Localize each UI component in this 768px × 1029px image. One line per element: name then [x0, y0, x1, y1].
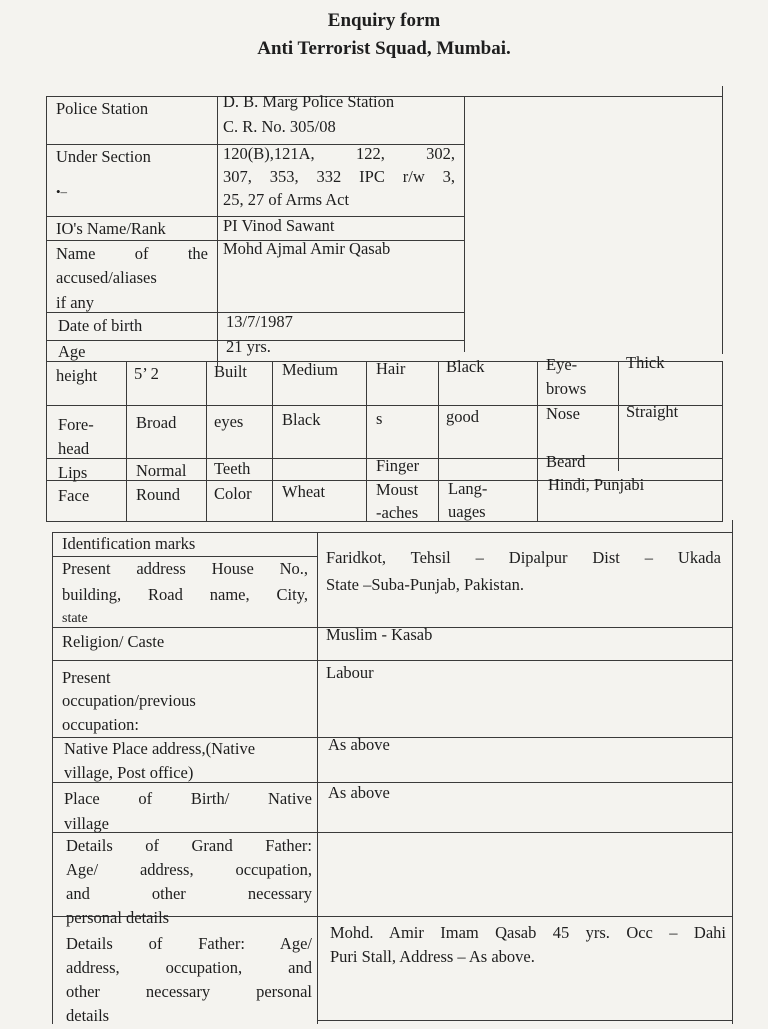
accused-name-value: Mohd Ajmal Amir Qasab — [223, 239, 391, 258]
color-label: Color — [214, 484, 252, 503]
nose-value: Straight — [626, 402, 679, 421]
age-value: 21 yrs. — [226, 337, 271, 356]
under-section-value-line1: 120(B),121A, 122, 302, — [223, 144, 455, 163]
grandfather-label-line4: personal details — [66, 908, 170, 927]
eyebrows-value: Thick — [626, 353, 665, 372]
languages-value: Hindi, Punjabi — [548, 475, 645, 494]
lips-label: Lips — [58, 463, 88, 482]
form-title: Enquiry form — [327, 10, 441, 31]
occupation-label-line3: occupation: — [62, 715, 139, 734]
forehead-label-line2: head — [58, 439, 90, 458]
present-address-label-line2: building, Road name, City, — [62, 585, 308, 604]
eyebrows-label-line2: brows — [546, 379, 587, 398]
accused-label-line3: if any — [56, 293, 95, 312]
present-address-label-line3: state — [62, 611, 88, 626]
forehead-value: Broad — [136, 413, 177, 432]
forehead-label-line1: Fore- — [58, 415, 94, 434]
religion-caste-value: Muslim - Kasab — [326, 625, 433, 644]
identification-marks-label: Identification marks — [62, 534, 196, 553]
eyes-value: Black — [282, 410, 321, 429]
grandfather-label-line3: and other necessary — [66, 884, 312, 903]
birthplace-label-line1: Place of Birth/ Native — [64, 789, 312, 808]
case-number: C. R. No. 305/08 — [223, 117, 336, 136]
hair-value: Black — [446, 357, 485, 376]
built-value: Medium — [282, 360, 338, 379]
accused-label-line1: Name of the — [56, 244, 208, 263]
present-address-value-line1: Faridkot, Tehsil – Dipalpur Dist – Ukada — [326, 548, 721, 567]
moustaches-label-line2: -aches — [376, 503, 419, 522]
occupation-label-line2: occupation/previous — [62, 691, 196, 710]
father-details-value-line1: Mohd. Amir Imam Qasab 45 yrs. Occ – Dahi — [330, 923, 726, 942]
hair-label: Hair — [376, 359, 406, 378]
languages-label-line2: uages — [448, 502, 486, 521]
io-name-value: PI Vinod Sawant — [223, 216, 335, 235]
grandfather-label-line2: Age/ address, occupation, — [66, 860, 312, 879]
police-station-value: D. B. Marg Police Station — [223, 92, 395, 111]
native-place-value: As above — [328, 735, 390, 754]
present-address-value-line2: State –Suba-Punjab, Pakistan. — [326, 575, 524, 594]
nose-label: Nose — [546, 404, 580, 423]
color-value: Wheat — [282, 482, 326, 501]
father-label-line2: address, occupation, and — [66, 958, 312, 977]
languages-label-line1: Lang- — [448, 479, 488, 498]
height-label: height — [56, 366, 98, 385]
moustaches-label-line1: Moust — [376, 480, 419, 499]
face-value: Round — [136, 485, 181, 504]
stray-ink-mark: •– — [56, 184, 68, 199]
father-label-line3: other necessary personal — [66, 982, 312, 1001]
s-value: good — [446, 407, 479, 426]
lips-value: Normal — [136, 461, 187, 480]
father-label-line4: details — [66, 1006, 110, 1025]
eyebrows-label-line1: Eye- — [546, 355, 578, 374]
religion-caste-label: Religion/ Caste — [62, 632, 165, 651]
occupation-label-line1: Present — [62, 668, 111, 687]
finger-label: Finger — [376, 456, 420, 475]
occupation-value: Labour — [326, 663, 374, 682]
s-label: s — [376, 409, 383, 428]
built-label: Built — [214, 362, 248, 381]
police-station-label: Police Station — [56, 99, 149, 118]
under-section-label: Under Section — [56, 147, 151, 166]
eyes-label: eyes — [214, 412, 244, 431]
father-label-line1: Details of Father: Age/ — [66, 934, 312, 953]
birthplace-value: As above — [328, 783, 390, 802]
io-name-label: IO's Name/Rank — [56, 219, 166, 238]
native-place-label-line1: Native Place address,(Native — [64, 739, 256, 758]
face-label: Face — [58, 486, 90, 505]
form-subtitle: Anti Terrorist Squad, Mumbai. — [257, 38, 511, 59]
birthplace-label-line2: village — [64, 814, 109, 833]
under-section-value-line3: 25, 27 of Arms Act — [223, 190, 350, 209]
beard-label: Beard — [546, 452, 586, 471]
native-place-label-line2: village, Post office) — [64, 763, 194, 782]
father-details-value-line2: Puri Stall, Address – As above. — [330, 947, 535, 966]
under-section-value-line2: 307, 353, 332 IPC r/w 3, — [223, 167, 455, 186]
teeth-label: Teeth — [214, 459, 251, 478]
present-address-label-line1: Present address House No., — [62, 559, 308, 578]
grandfather-label-line1: Details of Grand Father: — [66, 836, 312, 855]
dob-value: 13/7/1987 — [226, 312, 293, 331]
age-label: Age — [58, 342, 86, 361]
accused-label-line2: accused/aliases — [56, 268, 157, 287]
height-value: 5’ 2 — [134, 364, 159, 383]
dob-label: Date of birth — [58, 316, 143, 335]
